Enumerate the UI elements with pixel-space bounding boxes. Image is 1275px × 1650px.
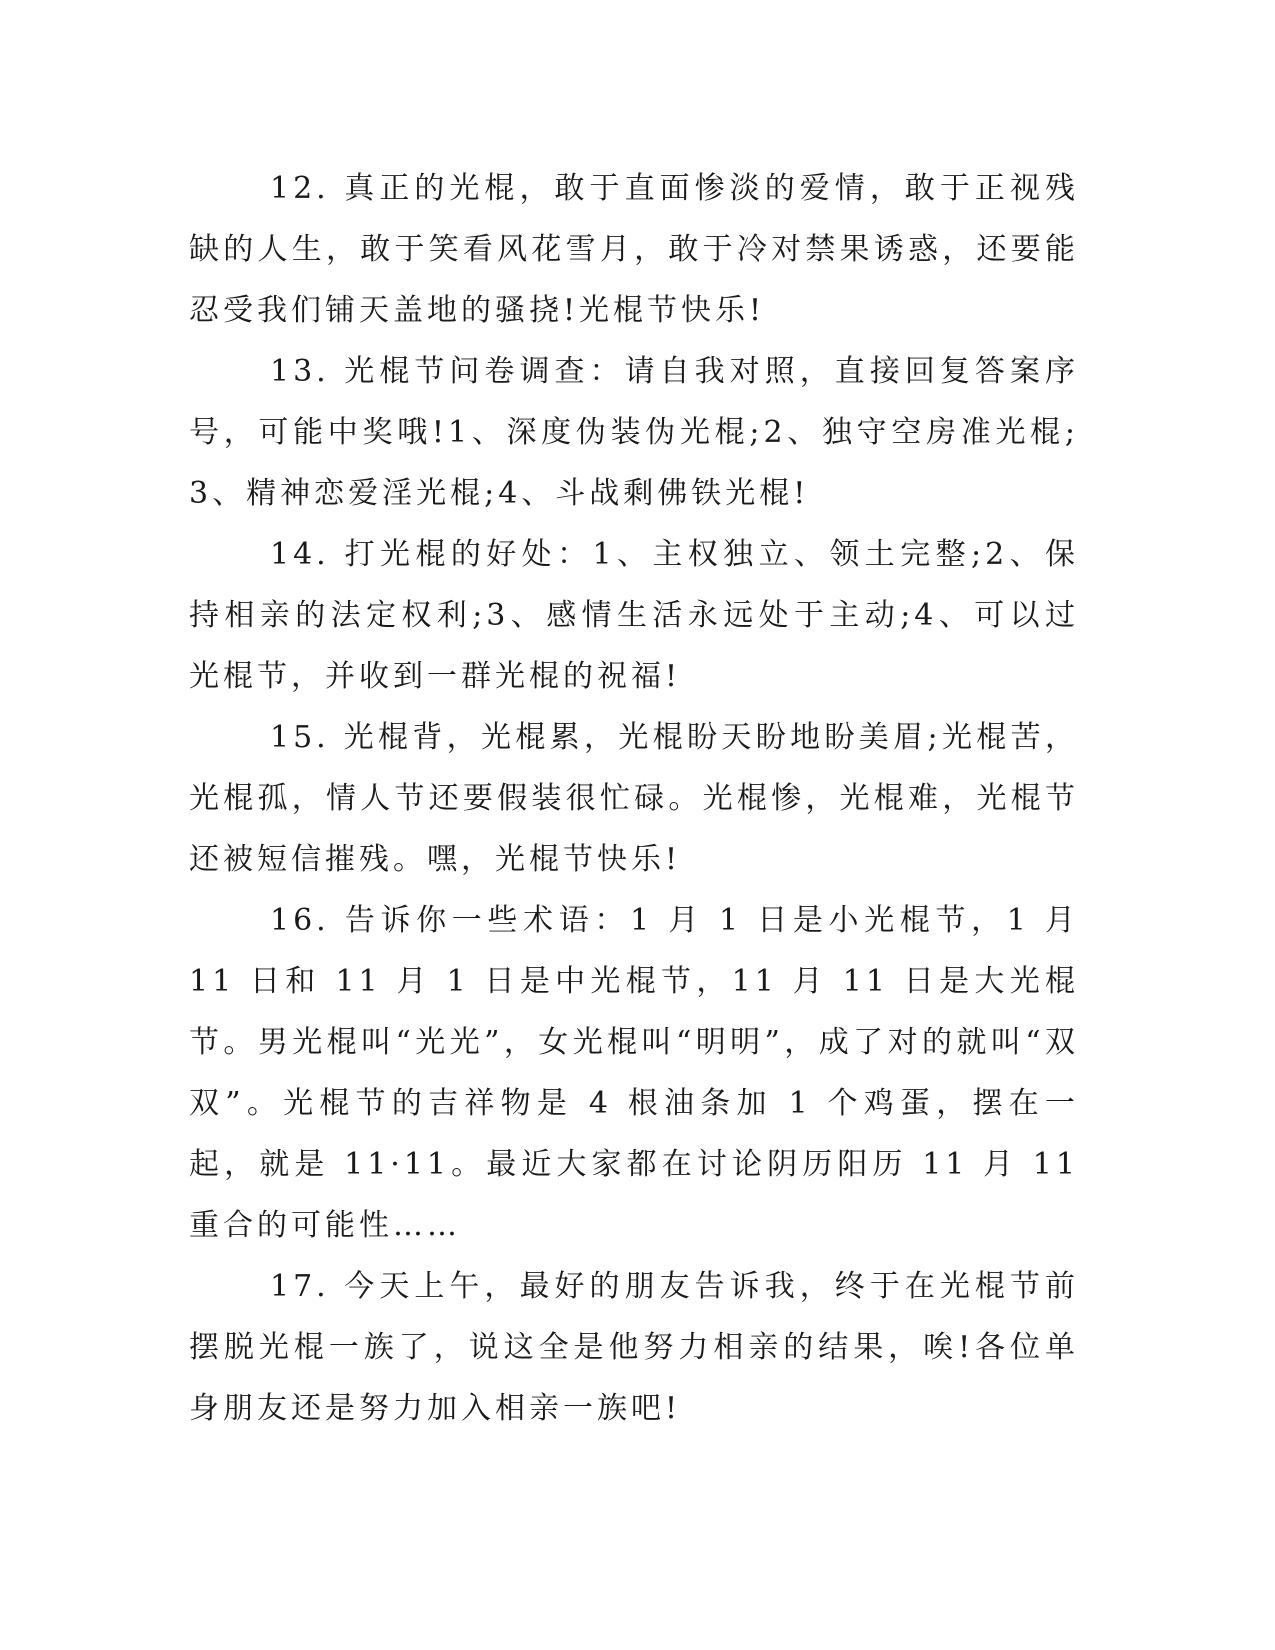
- paragraph-17: 17. 今天上午，最好的朋友告诉我，终于在光棍节前摆脱光棍一族了，说这全是他努力相亲的结果，唉!各位单身朋友还是努力加入相亲一族吧!: [189, 1269, 1079, 1426]
- paragraph-14: 14. 打光棍的好处：1、主权独立、领土完整;2、保持相亲的法定权利;3、感情生活永远处于主动;4、可以过光棍节，并收到一群光棍的祝福!: [189, 537, 1079, 694]
- paragraph-12: 12. 真正的光棍，敢于直面惨淡的爱情，敢于正视残缺的人生，敢于笑看风花雪月，敢于冷对禁果诱惑，还要能忍受我们铺天盖地的骚挠!光棍节快乐!: [189, 171, 1079, 328]
- paragraph-15: 15. 光棍背，光棍累，光棍盼天盼地盼美眉;光棍苦，光棍孤，情人节还要假装很忙碌。光棍惨，光棍难，光棍节还被短信摧残。嘿，光棍节快乐!: [189, 720, 1079, 877]
- document-body: [189, 158, 1079, 1439]
- paragraph-13: 13. 光棍节问卷调查：请自我对照，直接回复答案序号，可能中奖哦!1、深度伪装伪光棍;2、独守空房准光棍;3、精神恋爱淫光棍;4、斗战剩佛铁光棍!: [189, 354, 1079, 511]
- paragraph-16: 16. 告诉你一些术语：1 月 1 日是小光棍节，1 月 11 日和 11 月 1 日是中光棍节，11 月 11 日是大光棍节。男光棍叫“光光”，女光棍叫“明明”，成了对的就叫“双双”。光棍节的吉祥物是 4 根油条加 1 个鸡蛋，摆在一起，就是 11·11。最近大家都在讨论阴历阳历 11 月 11 重合的可能性……: [189, 903, 1079, 1243]
